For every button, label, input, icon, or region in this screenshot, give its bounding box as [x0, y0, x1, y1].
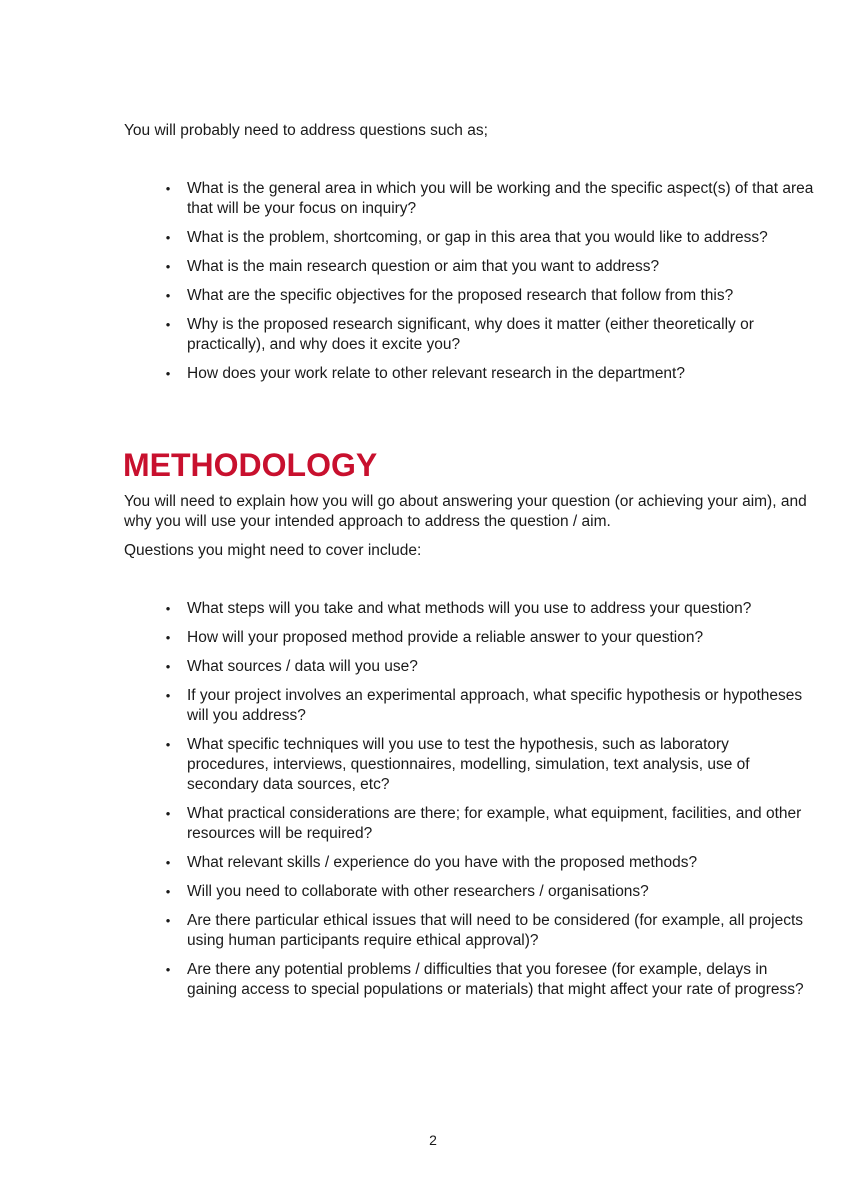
bullet-icon: •	[165, 962, 171, 977]
list-item-text: What is the main research question or aim that you want to address?	[187, 258, 660, 275]
bullet-icon: •	[165, 601, 171, 616]
list-item-text: Are there particular ethical issues that will need to be considered (for example, all projects using human participants require ethical approval)?	[187, 912, 804, 949]
list-item	[124, 599, 814, 619]
bullet-icon: •	[165, 737, 171, 752]
list-item-text: How will your proposed method provide a reliable answer to your question?	[187, 629, 704, 646]
list-item	[124, 882, 814, 902]
bullet-icon: •	[165, 230, 171, 245]
list-item-text: Are there any potential problems / difficulties that you foresee (for example, delays in gaining access to special populations or materials) that might affect your rate of progress?	[187, 961, 804, 998]
bullet-icon: •	[165, 688, 171, 703]
list-item	[124, 911, 814, 951]
intro-paragraph: You will probably need to address questions such as;	[124, 122, 488, 139]
methodology-questions-list	[124, 599, 814, 1009]
bullet-icon: •	[165, 806, 171, 821]
list-item	[124, 228, 814, 248]
research-questions-list	[124, 179, 814, 393]
methodology-questions-lead: Questions you might need to cover include:	[124, 542, 422, 559]
list-item-text: What practical considerations are there; for example, what equipment, facilities, and other resources will be required?	[187, 805, 802, 842]
list-item-text: What relevant skills / experience do you have with the proposed methods?	[187, 854, 698, 871]
bullet-icon: •	[165, 659, 171, 674]
list-item	[124, 657, 814, 677]
methodology-heading: METHODOLOGY	[123, 447, 378, 483]
list-item-text: What sources / data will you use?	[187, 658, 418, 675]
list-item-text: What is the problem, shortcoming, or gap in this area that you would like to address?	[187, 229, 768, 246]
list-item-text: What specific techniques will you use to test the hypothesis, such as laboratory procedures, interviews, questionnaires, modelling, simulation, text analysis, use of secondary data sources, etc?	[187, 736, 750, 793]
bullet-icon: •	[165, 630, 171, 645]
list-item	[124, 628, 814, 648]
bullet-icon: •	[165, 181, 171, 196]
list-item	[124, 735, 814, 795]
list-item	[124, 686, 814, 726]
bullet-icon: •	[165, 288, 171, 303]
page-number: 2	[429, 1132, 437, 1148]
list-item-text: What steps will you take and what methods will you use to address your question?	[187, 600, 752, 617]
bullet-icon: •	[165, 366, 171, 381]
list-item	[124, 179, 814, 219]
bullet-icon: •	[165, 913, 171, 928]
list-item-text: What is the general area in which you will be working and the specific aspect(s) of that area that will be your focus on inquiry?	[187, 180, 814, 217]
list-item-text: What are the specific objectives for the proposed research that follow from this?	[187, 287, 734, 304]
bullet-icon: •	[165, 855, 171, 870]
list-item-text: Will you need to collaborate with other researchers / organisations?	[187, 883, 649, 900]
list-item	[124, 853, 814, 873]
list-item	[124, 960, 814, 1000]
list-item	[124, 315, 814, 355]
list-item	[124, 364, 814, 384]
bullet-icon: •	[165, 317, 171, 332]
list-item	[124, 804, 814, 844]
list-item-text: How does your work relate to other relevant research in the department?	[187, 365, 685, 382]
list-item	[124, 257, 814, 277]
list-item-text: Why is the proposed research significant, why does it matter (either theoretically or practically), and why does it excite you?	[187, 316, 754, 353]
methodology-intro-paragraph: You will need to explain how you will go about answering your question (or achieving your aim), and why you will use your intended approach to address the question / aim.	[124, 493, 807, 530]
bullet-icon: •	[165, 259, 171, 274]
list-item-text: If your project involves an experimental approach, what specific hypothesis or hypotheses will you address?	[187, 687, 803, 724]
bullet-icon: •	[165, 884, 171, 899]
list-item	[124, 286, 814, 306]
